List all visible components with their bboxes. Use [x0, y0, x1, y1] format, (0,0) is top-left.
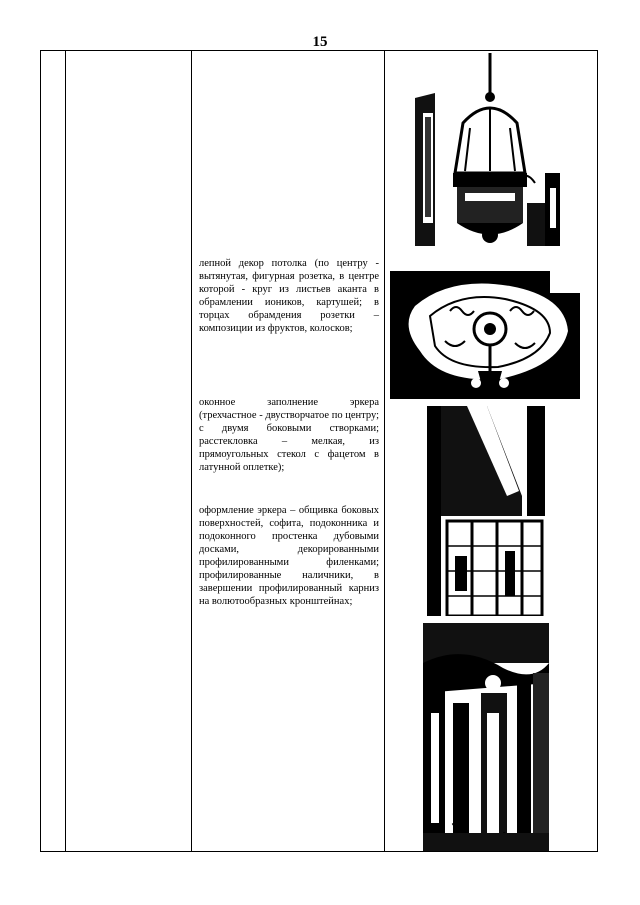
table-frame [40, 50, 598, 852]
item-text-bay-finish: оформление эркера – общивка боковых поверхностей, софита, подоконника и подоконного простенка дубовыми досками, декорированными профилированными филенками; профилированные наличники, в завершении профилированный карниз на волютообразных кронштейнах; [199, 505, 379, 607]
bay-interior-photo [423, 623, 549, 851]
ceiling-rosette-photo [390, 271, 580, 399]
chandelier-photo [415, 53, 560, 246]
bay-window-photo [427, 406, 545, 616]
column-divider-3 [384, 51, 385, 851]
item-text-ceiling-decor: лепной декор потолка (по центру - вытянутая, фигурная розетка, в центре которой - круг из листьев аканта в обрамлении иоников, картушей; в торцах обрамдения розетки – композиции из фруктов, колосков; [199, 258, 379, 334]
item-text-window-filling: оконное заполнение эркера (трехчастное - двустворчатое по центру; с двумя боковыми створками; расстекловка – мелкая, из прямоугольных стекол с фацетом в латунной оплетке); [199, 397, 379, 473]
column-divider-1 [65, 51, 66, 851]
page-number: 15 [312, 34, 328, 50]
column-divider-2 [191, 51, 192, 851]
